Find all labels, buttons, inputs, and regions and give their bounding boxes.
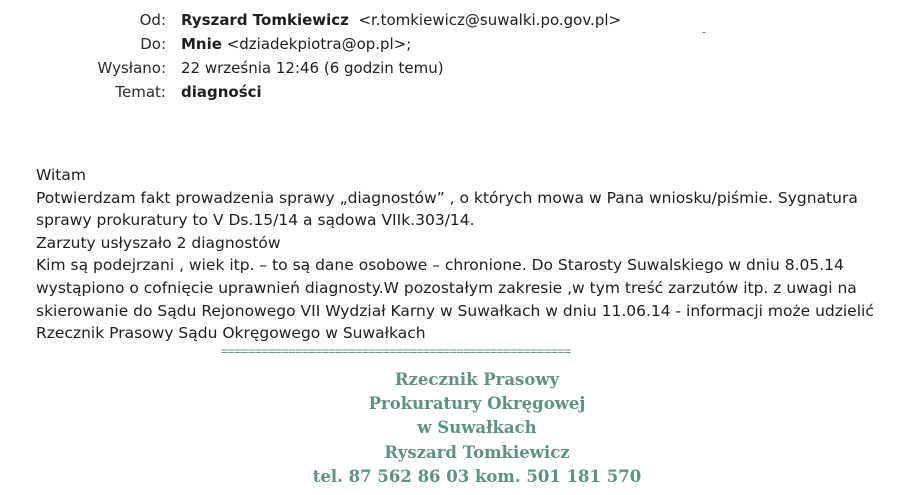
- subject-value: diagności: [181, 83, 262, 101]
- recipient-name[interactable]: Mnie: [181, 35, 222, 53]
- to-row: [0, 32, 900, 56]
- body-line: Zarzuty usłyszało 2 diagnostów: [36, 233, 281, 252]
- to-label: Do:: [140, 35, 166, 53]
- body-line: sprawy prokuratury to V Ds.15/14 a sądowa VIIk.303/14.: [36, 211, 475, 230]
- body-line: Rzecznik Prasowy Sądu Okręgowego w Suwałkach: [36, 324, 426, 343]
- body-line: Potwierdzam fakt prowadzenia sprawy „diagnostów” , o których mowa w Pana wniosku/piśmie. Sygnatura: [36, 188, 858, 207]
- sent-timestamp: 22 września 12:46 (6 godzin temu): [181, 59, 444, 77]
- from-row: [0, 8, 900, 32]
- sent-row: [0, 56, 900, 80]
- body-line: wystąpiono o cofnięcie uprawnień diagnosty.W pozostałym zakresie ,w tym treść zarzutów itp. z uwagi na: [36, 278, 857, 297]
- subject-label: Temat:: [115, 83, 166, 101]
- sent-label: Wysłano:: [97, 59, 166, 77]
- sender-email[interactable]: <r.tomkiewicz@suwalki.po.gov.pl>: [358, 11, 622, 29]
- signature-line: w Suwałkach: [417, 418, 537, 438]
- email-header: [0, 8, 900, 104]
- signature-line: Rzecznik Prasowy: [394, 370, 560, 389]
- sender-name[interactable]: Ryszard Tomkiewicz: [181, 11, 349, 29]
- recipient-email[interactable]: <dziadekpiotra@op.pl>;: [226, 35, 412, 53]
- subject-row: [0, 80, 900, 104]
- body-line: skierowanie do Sądu Rejonowego VII Wydział Karny w Suwałkach w dniu 11.06.14 - informacji może udzielić: [36, 301, 874, 320]
- body-line: Witam: [36, 166, 86, 184]
- signature-line: Ryszard Tomkiewicz: [384, 442, 570, 462]
- signature-block: [0, 368, 900, 489]
- email-body: [36, 164, 886, 345]
- body-line: Kim są podejrzani , wiek itp. – to są dane osobowe – chronione. Do Starosty Suwalskiego w dniu 8.05.14: [36, 256, 844, 275]
- signature-phone: tel. 87 562 86 03 kom. 501 181 570: [312, 466, 642, 486]
- from-label: Od:: [139, 11, 166, 29]
- signature-separator: ====================================================: [221, 344, 571, 358]
- signature-line: Prokuratury Okręgowej: [368, 394, 586, 414]
- scan-speck: [702, 32, 706, 33]
